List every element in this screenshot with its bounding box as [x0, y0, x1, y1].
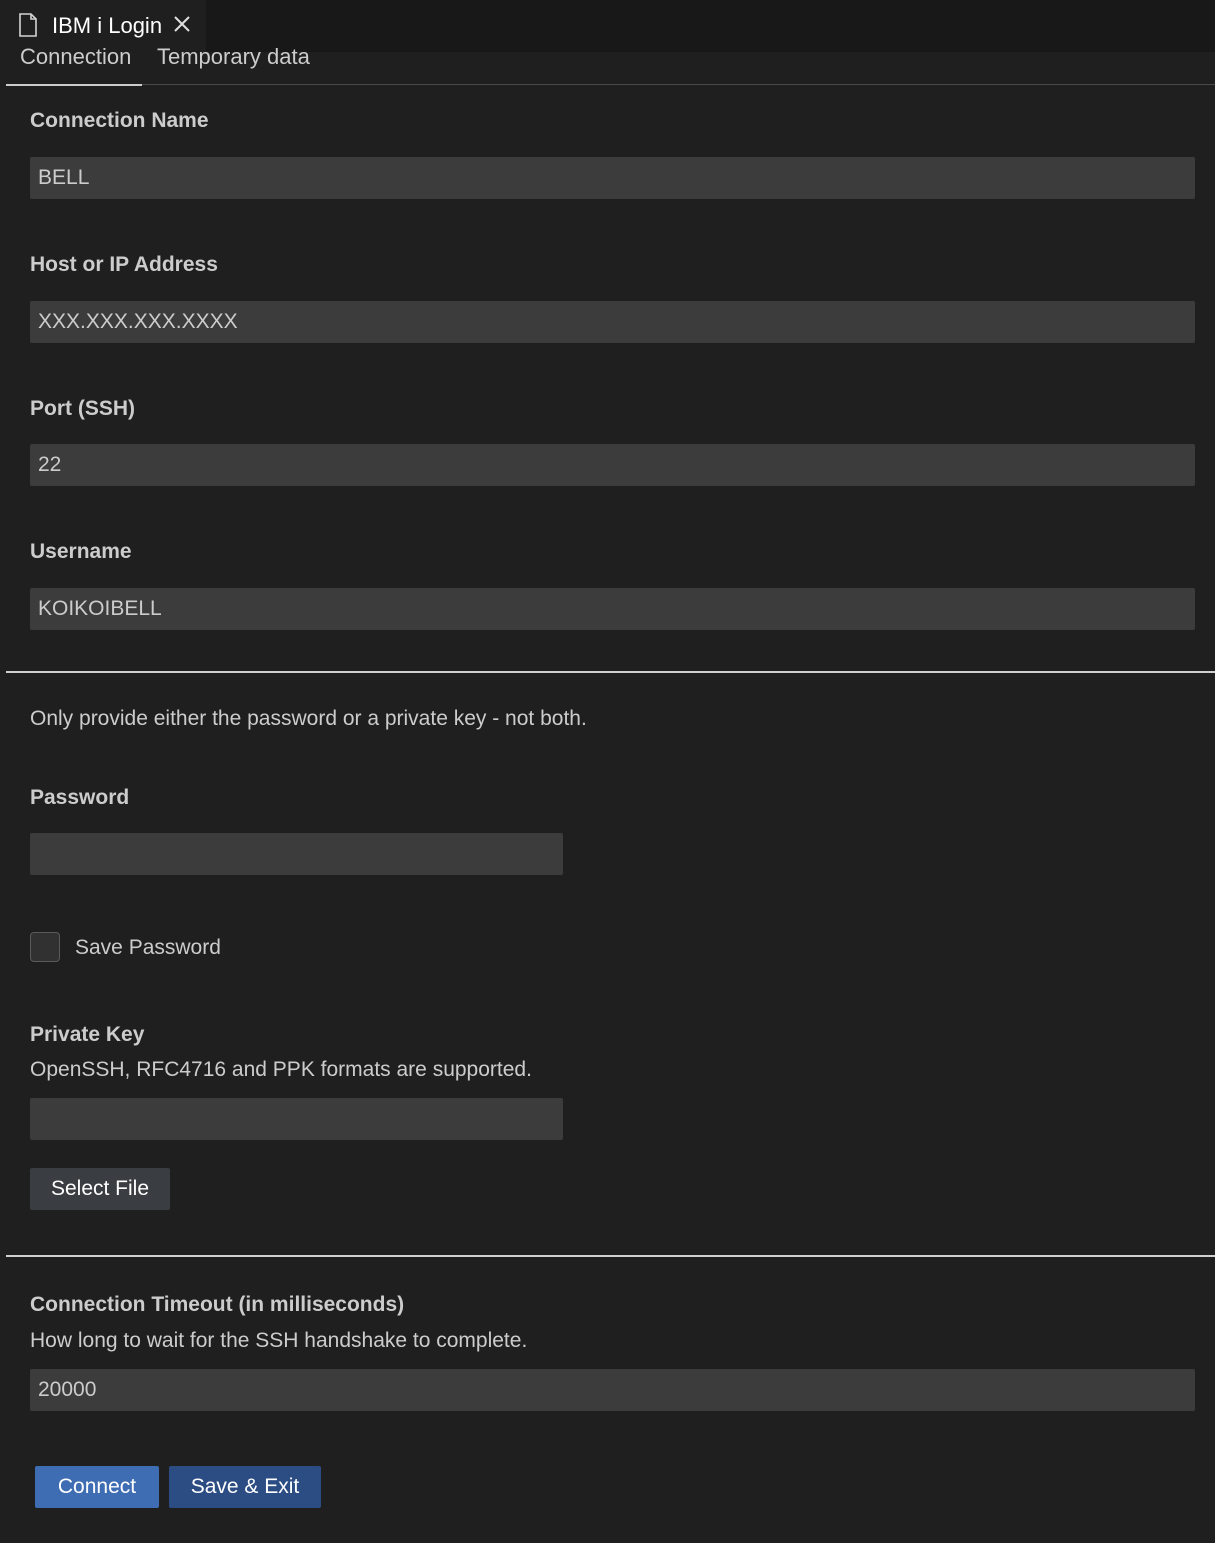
password-label: Password — [30, 786, 130, 809]
form-tabs — [0, 40, 1215, 86]
host-label: Host or IP Address — [30, 253, 218, 276]
host-input[interactable]: XXX.XXX.XXX.XXXX — [30, 301, 1195, 343]
connect-button[interactable]: Connect — [35, 1466, 159, 1508]
file-icon — [18, 13, 38, 37]
section-divider — [6, 1255, 1215, 1257]
tab-connection[interactable]: Connection — [20, 44, 132, 69]
save-password-label[interactable]: Save Password — [75, 936, 221, 959]
username-input[interactable]: KOIKOIBELL — [30, 588, 1195, 630]
port-label: Port (SSH) — [30, 397, 135, 420]
password-input[interactable] — [30, 833, 563, 875]
timeout-description: How long to wait for the SSH handshake to complete. — [30, 1329, 528, 1352]
connection-name-input[interactable]: BELL — [30, 157, 1195, 199]
active-tab-indicator — [6, 84, 142, 86]
tabs-divider — [6, 84, 1215, 85]
select-file-button[interactable]: Select File — [30, 1168, 170, 1210]
connection-name-label: Connection Name — [30, 109, 209, 132]
username-label: Username — [30, 540, 132, 563]
close-icon[interactable] — [172, 14, 192, 34]
private-key-input[interactable] — [30, 1098, 563, 1140]
private-key-label: Private Key — [30, 1023, 145, 1046]
private-key-description: OpenSSH, RFC4716 and PPK formats are supported. — [30, 1058, 532, 1081]
port-input[interactable]: 22 — [30, 444, 1195, 486]
save-exit-button[interactable]: Save & Exit — [169, 1466, 321, 1508]
timeout-label: Connection Timeout (in milliseconds) — [30, 1293, 405, 1316]
section-divider — [6, 671, 1215, 673]
save-password-checkbox[interactable] — [30, 932, 60, 962]
auth-note: Only provide either the password or a private key - not both. — [30, 707, 587, 730]
tab-temporary-data[interactable]: Temporary data — [157, 44, 310, 69]
editor-tab-title: IBM i Login — [52, 13, 163, 38]
timeout-input[interactable]: 20000 — [30, 1369, 1195, 1411]
